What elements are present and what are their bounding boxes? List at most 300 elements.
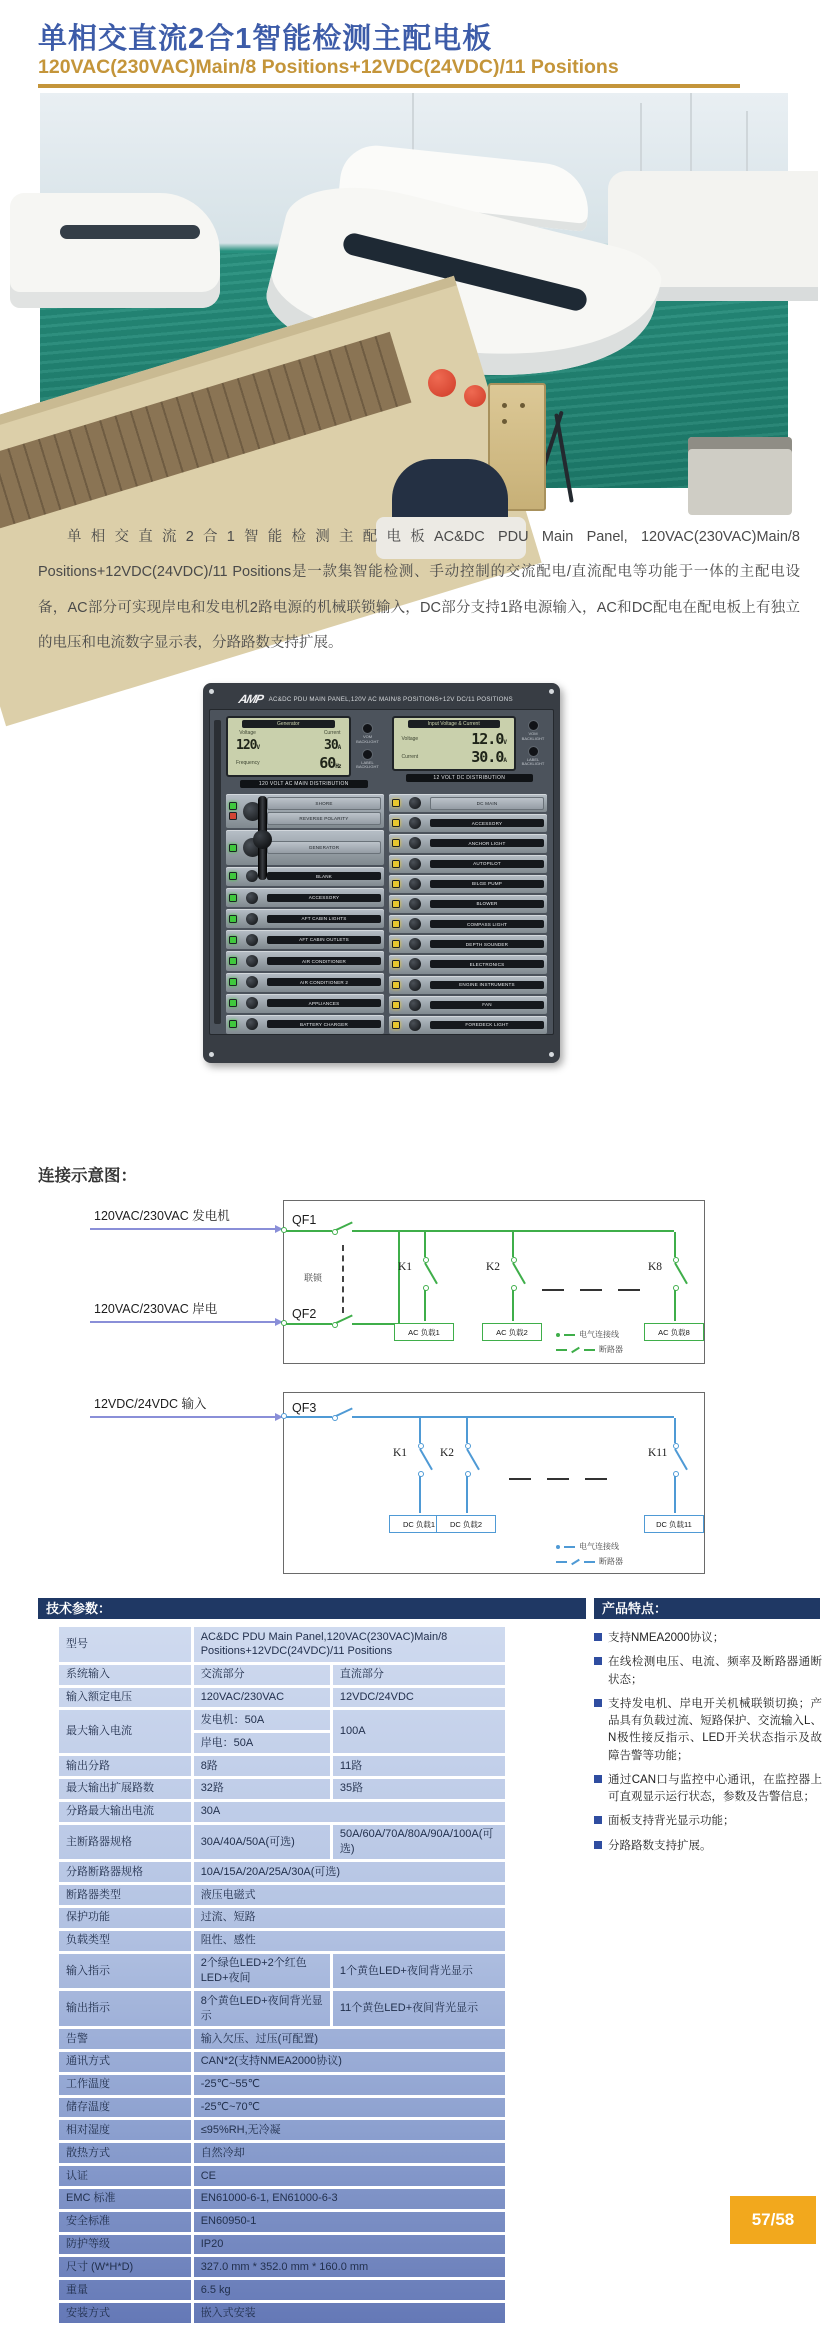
panel-left-rail [214,720,221,1024]
cable-reel-cover [392,459,508,525]
dc-voltmeter [392,716,548,788]
spec-value: 嵌入式安装 [192,2302,506,2325]
spec-label: 告警 [58,2028,193,2051]
feature-text: 支持NMEA2000协议； [608,1632,725,1644]
spec-value: 直流部分 [331,1663,506,1686]
specs-heading: 技术参数： [38,1598,586,1619]
ac-voltage-unit: V [256,744,260,751]
intro-paragraph: 单相交直流2合1智能检测主配电板AC&DC PDU Main Panel, 120VAC(230VAC)Main/8 Positions+12VDC(24VDC)/11 Positions是一款集智能检测、手动控制的交流配电/直流配电等功能于一体的主配电设备，AC部分可实现岸电和发电机2路电源的机械联锁输入，DC部分支持1路电源输入，AC和DC配电在配电板上有独立的电压和电流数字显示表，分路路数支持扩展。 [38,528,800,652]
spec-value: -25℃~55℃ [192,2073,506,2096]
breaker-label: SHORE [267,797,381,810]
legend-item [556,1541,623,1552]
yellow-led-indicator [392,981,400,989]
feature-item [594,1696,822,1765]
spec-value: 输入欠压、过压(可配置) [192,2028,506,2051]
features-list [594,1630,822,1862]
green-led-indicator [229,999,237,1007]
green-led-indicator [229,844,237,852]
relay-label: K8 [648,1261,663,1273]
ac-wiring-diagram [38,1192,796,1374]
interlock-dashed-line [342,1245,344,1313]
feature-item [594,1630,822,1647]
bullet-square [594,1633,602,1641]
breaker-label: BLANK [267,872,381,880]
yellow-led-indicator [392,900,400,908]
spec-row [58,2302,507,2325]
generator-input-label: 120VAC/230VAC 发电机 [94,1209,230,1223]
red-buoy [464,385,486,407]
spec-value: 35路 [331,1777,506,1800]
feature-text: 面板支持背光显示功能； [608,1815,735,1828]
ac-breaker-column [226,794,384,1034]
brand-logo: AMP [237,692,265,706]
feature-text: 在线检测电压、电流、频率及断路器通断状态； [608,1656,822,1686]
breaker-row [389,794,547,812]
breaker-row [226,930,384,949]
dc-lcd-display [392,716,517,771]
label-backlight-button: LABEL BACKLIGHT [354,749,382,770]
spec-value: CAN*2(支持NMEA2000协议) [192,2050,506,2073]
spec-row [58,1861,507,1884]
bullet-square [594,1775,602,1783]
spec-row [58,2119,507,2142]
legend-item [556,1556,623,1567]
breaker-toggle [403,878,427,890]
ac-voltage-value: 120 [236,738,257,753]
spec-value: 11路 [331,1755,506,1778]
branch-wire [512,1290,514,1321]
spec-row [58,1929,507,1952]
spec-value: 发电机：50A 岸电：50A [192,1709,331,1755]
features-heading: 产品特点： [594,1598,820,1619]
breaker-row [389,814,547,832]
legend-label: 断路器 [599,1557,623,1566]
spec-row [58,1800,507,1823]
spec-row [58,2233,507,2256]
spec-value: 自然冷却 [192,2142,506,2165]
spec-label: 主断路器规格 [58,1823,193,1861]
spec-row [58,2142,507,2165]
bullet-square [594,1657,602,1665]
breaker-toggle [240,934,264,946]
bullet-square [594,1699,602,1707]
breaker-row [226,951,384,970]
spec-value: IP20 [192,2233,506,2256]
breaker-toggle [403,979,427,991]
spec-value: 12VDC/24VDC [331,1686,506,1709]
dc-section-label: 12 VOLT DC DISTRIBUTION [406,774,534,782]
branch-wire [674,1290,676,1321]
spec-value: 30A/40A/50A(可选) [192,1823,331,1861]
screw [209,689,214,694]
breaker-row [226,867,384,886]
dc-input-label: 12VDC/24VDC 输入 [94,1397,207,1411]
branch-wire [424,1232,426,1257]
breaker-toggle [403,958,427,970]
page-title: 单相交直流2合1智能检测主配电板 [38,23,493,55]
breaker-label: FOREDECK LIGHT [430,1021,544,1029]
spec-value: 1个黄色LED+夜间背光显示 [331,1952,506,1990]
spec-value: EN61000-6-1, EN61000-6-3 [192,2187,506,2210]
spec-row [58,1777,507,1800]
breaker-toggle [403,938,427,950]
spec-row [58,1755,507,1778]
page-subtitle: 120VAC(230VAC)Main/8 Positions+12VDC(24VDC)/11 Positions [38,56,619,78]
breaker-label: BILGE PUMP [430,880,544,888]
spec-value: 11个黄色LED+夜间背光显示 [331,1990,506,2028]
spec-label: 断路器类型 [58,1884,193,1907]
breaker-toggle [403,837,427,849]
ac-voltmeter [226,716,382,788]
legend-item [556,1344,623,1355]
breaker-label: AUTOPILOT [430,860,544,868]
dock-box [688,437,792,515]
spec-value: 8路 [192,1755,331,1778]
ac-lcd-title: Generator [242,720,335,728]
spec-value: 30A [192,1800,506,1823]
spec-row [58,1709,507,1755]
dc-voltage-unit: V [503,739,506,746]
load-box: DC 负载11 [644,1515,704,1533]
breaker-toggle [403,999,427,1011]
breaker-label: ACCESSORY [430,819,544,827]
breaker-row [226,973,384,992]
spec-label: 安装方式 [58,2302,193,2325]
spec-label: 工作温度 [58,2073,193,2096]
spec-value: 8个黄色LED+夜间背光显示 [192,1990,331,2028]
spec-row [58,2210,507,2233]
dc-breaker-column [389,794,547,1034]
legend-item [556,1329,623,1340]
breaker-toggle [240,1018,264,1030]
panel-face [209,709,554,1035]
spec-value: AC&DC PDU Main Panel,120VAC(230VAC)Main/8 Positions+12VDC(24VDC)/11 Positions [192,1626,506,1664]
breaker-row [389,996,547,1014]
legend-label: 电气连接线 [579,1542,619,1551]
breaker-row [226,794,384,828]
breaker-label: APPLIANCES [267,999,381,1007]
dc-input-line [90,1416,283,1418]
qf2-label: QF2 [292,1307,317,1321]
branch-wire [424,1290,426,1321]
spec-label: 储存温度 [58,2096,193,2119]
dc-bus [352,1416,674,1418]
yellow-led-indicator [392,940,400,948]
breaker-label: REVERSE POLARITY [267,812,381,825]
yellow-led-indicator [392,960,400,968]
spec-row [58,1952,507,1990]
branch-wire [674,1418,676,1443]
spec-value: CE [192,2165,506,2188]
spec-label: 尺寸 (W*H*D) [58,2256,193,2279]
ac-section-label: 120 VOLT AC MAIN DISTRIBUTION [240,780,368,788]
switch-blade [674,1263,688,1285]
breaker-row [226,830,384,864]
load-box: DC 负载2 [436,1515,496,1533]
specs-table [56,1624,508,2326]
branch-wire [512,1232,514,1257]
spec-label: 散热方式 [58,2142,193,2165]
legend-label: 断路器 [599,1345,623,1354]
feature-item [594,1838,822,1855]
breaker-label: BLOWER [430,900,544,908]
load-box: AC 负载2 [482,1323,542,1341]
relay-label: K1 [393,1447,408,1459]
switch-blade [512,1263,526,1285]
breaker-toggle [403,858,427,870]
dc-current-value: 30.0 [471,748,504,766]
breaker-label: AIR CONDITIONER 2 [267,978,381,986]
yellow-led-indicator [392,839,400,847]
breaker-row [226,888,384,907]
breaker-row [389,834,547,852]
ac-current-unit: A [337,744,341,751]
qf1-label: QF1 [292,1213,317,1227]
breaker-label: FAN [430,1001,544,1009]
breaker-toggle [240,955,264,967]
yellow-led-indicator [392,1001,400,1009]
spec-value: 液压电磁式 [192,1884,506,1907]
spec-value: 100A [331,1709,506,1755]
panel-title: AC&DC PDU MAIN PANEL,120V AC MAIN/8 POSITIONS+12V DC/11 POSITIONS [268,695,513,703]
load-box: AC 负载1 [394,1323,454,1341]
spec-label: 系统输入 [58,1663,193,1686]
spec-row [58,2096,507,2119]
branch-wire [674,1232,676,1257]
spec-row [58,1906,507,1929]
spec-label: 负载类型 [58,1929,193,1952]
ac-current-value: 30 [324,738,338,753]
red-led-indicator [229,812,237,820]
green-led-indicator [229,957,237,965]
voltage-label: Voltage [401,736,419,742]
yellow-led-indicator [392,880,400,888]
product-panel-image [203,683,560,1063]
breaker-label: AFT CABIN OUTLETS [267,936,381,944]
branch-wire [466,1476,468,1513]
switch-blade [419,1449,433,1471]
spec-value: 阻性、感性 [192,1929,506,1952]
spec-label: 保护功能 [58,1906,193,1929]
breaker-row [389,955,547,973]
current-label: Current [323,730,341,736]
red-buoy [428,369,456,397]
product-photo [40,93,788,488]
green-led-indicator [229,978,237,986]
feature-item [594,1813,822,1830]
green-led-indicator [229,872,237,880]
breaker-row [389,915,547,933]
spec-value: EN60950-1 [192,2210,506,2233]
screw [549,689,554,694]
spec-row [58,1686,507,1709]
yellow-led-indicator [392,819,400,827]
spec-label: 安全标准 [58,2210,193,2233]
spec-value: 交流部分 [192,1663,331,1686]
qf3-label: QF3 [292,1401,317,1415]
spec-row [58,2279,507,2302]
spec-label: 型号 [58,1626,193,1664]
dc-current-unit: A [503,757,506,764]
breaker-row [226,994,384,1013]
bullet-square [594,1841,602,1849]
breaker-toggle [240,976,264,988]
relay-label: K2 [486,1261,501,1273]
shore-input-label: 120VAC/230VAC 岸电 [94,1302,218,1316]
breaker-label: DC MAIN [430,797,544,810]
breaker-row [226,1015,384,1034]
breaker-label: AIR CONDITIONER [267,957,381,965]
dc-lcd-title: Input Voltage & Current [408,720,501,728]
diagram-heading: 连接示意图： [38,1167,137,1185]
breaker-row [389,875,547,893]
bullet-square [594,1816,602,1824]
breaker-row [389,935,547,953]
breaker-toggle [403,918,427,930]
spec-label: 分路断路器规格 [58,1861,193,1884]
spec-value: 120VAC/230VAC [192,1686,331,1709]
gold-divider [38,84,740,88]
green-led-indicator [229,1020,237,1028]
breaker-toggle [403,817,427,829]
breaker-label: ANCHOR LIGHT [430,839,544,847]
switch-blade [466,1449,480,1471]
feature-item [594,1772,822,1807]
branch-wire [466,1418,468,1443]
load-box: DC 负载1 [389,1515,449,1533]
breaker-label: BATTERY CHARGER [267,1020,381,1028]
shore-input-line [90,1321,283,1323]
spec-row [58,1626,507,1664]
spec-label: 输入指示 [58,1952,193,1990]
spec-value: 10A/15A/20A/25A/30A(可选) [192,1861,506,1884]
spec-value: 32路 [192,1777,331,1800]
green-led-indicator [229,894,237,902]
ac-frequency-value: 60 [319,754,336,772]
frequency-label: Frequency [236,760,260,766]
spec-value: 50A/60A/70A/80A/90A/100A(可选) [331,1823,506,1861]
breaker-row [389,976,547,994]
spec-row [58,2165,507,2188]
screw [209,1052,214,1057]
vom-backlight-button: VOM BACKLIGHT [519,720,547,741]
spec-label: 通讯方式 [58,2050,193,2073]
spec-label: 输入额定电压 [58,1686,193,1709]
spec-row [58,1663,507,1686]
feature-item [594,1654,822,1689]
breaker-row [389,1016,547,1034]
spec-label: 防护等级 [58,2233,193,2256]
breaker-toggle [403,797,427,809]
breaker-label: ACCESSORY [267,894,381,902]
dc-wiring-diagram [38,1380,796,1580]
branch-wire [419,1418,421,1443]
left-yacht [10,193,220,308]
yellow-led-indicator [392,799,400,807]
spec-row [58,2073,507,2096]
spec-row [58,2187,507,2210]
interlock-label: 联锁 [304,1273,323,1283]
ac-frequency-unit: Hz [335,763,341,770]
relay-label: K2 [440,1447,455,1459]
spec-row [58,2256,507,2279]
spec-row [58,1884,507,1907]
spec-label: 最大输出扩展路数 [58,1777,193,1800]
spec-label: EMC 标准 [58,2187,193,2210]
spec-row [58,2028,507,2051]
dc-voltage-value: 12.0 [471,730,504,748]
switch-blade [424,1263,438,1285]
branch-wire [419,1476,421,1513]
yellow-led-indicator [392,1021,400,1029]
left-yacht-windows [60,225,200,239]
mechanical-interlock-handle [258,796,267,880]
ac-lcd-display [226,716,351,777]
spec-value: 2个绿色LED+2个红色LED+夜间 [192,1952,331,1990]
spec-label: 最大输入电流 [58,1709,193,1755]
legend-label: 电气连接线 [579,1330,619,1339]
generator-input-line [90,1228,283,1230]
spec-label: 重量 [58,2279,193,2302]
breaker-label: GENERATOR [267,841,381,854]
diagram-legend [556,1329,623,1359]
breaker-toggle [403,898,427,910]
yellow-led-indicator [392,920,400,928]
ac-panel-boundary [283,1200,705,1364]
label-backlight-button: LABEL BACKLIGHT [519,746,547,767]
breaker-toggle [240,913,264,925]
spec-row [58,2050,507,2073]
relay-label: K11 [648,1447,668,1459]
spec-value: ≤95%RH,无冷凝 [192,2119,506,2142]
breaker-label: AFT CABIN LIGHTS [267,915,381,923]
breaker-row [389,855,547,873]
spec-value: -25℃~70℃ [192,2096,506,2119]
relay-label: K1 [398,1261,413,1273]
dc-panel-boundary [283,1392,705,1574]
green-led-indicator [229,915,237,923]
diagram-legend [556,1541,623,1571]
green-led-indicator [229,936,237,944]
spec-value: 327.0 mm * 352.0 mm * 160.0 mm [192,2256,506,2279]
voltage-label: Voltage [239,730,256,736]
breaker-label: ENGINE INSTRUMENTS [430,981,544,989]
breaker-toggle [240,997,264,1009]
spec-label: 分路最大输出电流 [58,1800,193,1823]
breaker-row [389,895,547,913]
breaker-row [226,909,384,928]
breaker-toggle [240,892,264,904]
page-number-badge: 57/58 [730,2196,816,2244]
green-led-indicator [229,802,237,810]
feature-text: 分路路数支持扩展。 [608,1839,712,1852]
screw [549,1052,554,1057]
spec-label: 认证 [58,2165,193,2188]
feature-text: 通过CAN口与监控中心通讯，在监控器上可直观显示运行状态，参数及告警信息； [608,1773,822,1803]
spec-value: 过流、短路 [192,1906,506,1929]
spec-value: 6.5 kg [192,2279,506,2302]
vom-backlight-button: VOM BACKLIGHT [354,723,382,744]
breaker-label: COMPASS LIGHT [430,920,544,928]
spec-row [58,1823,507,1861]
branch-wire [674,1476,676,1513]
spec-label: 输出指示 [58,1990,193,2028]
feature-text: 支持发电机、岸电开关机械联锁切换；产品具有负载过流、短路保护、交流输入L、N极性接反指示、LED开关状态指示及故障告警等功能； [608,1697,822,1762]
current-label: Current [401,754,419,760]
breaker-toggle [403,1019,427,1031]
spec-label: 输出分路 [58,1755,193,1778]
breaker-label: ELECTRONICS [430,960,544,968]
